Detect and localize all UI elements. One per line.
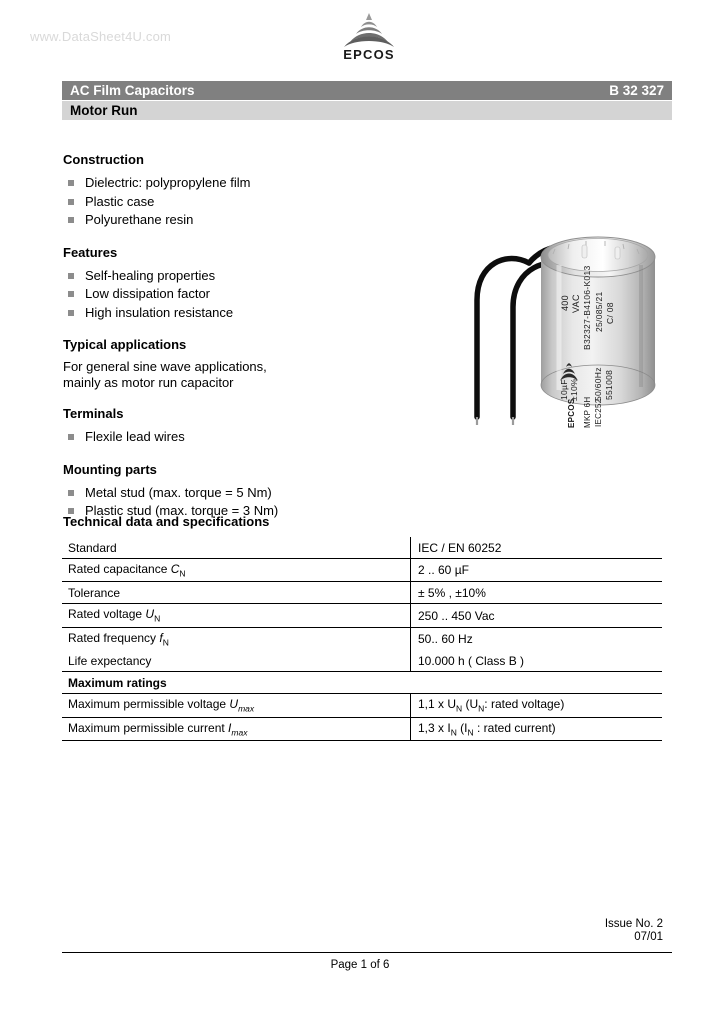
header-banner: [62, 81, 672, 100]
table-row: [62, 537, 662, 559]
list-item: [63, 193, 403, 211]
spec-label-variable: U: [145, 607, 155, 622]
terminals-heading: Terminals: [63, 406, 124, 421]
content-column: [63, 152, 403, 521]
capacitor-label-batch: C/ 08: [605, 302, 615, 324]
spec-value-text: 1,1 x U: [418, 697, 457, 712]
watermark-text: www.DataSheet4U.com: [30, 29, 172, 44]
spacer: [63, 322, 403, 337]
epcos-tree-logo-icon: [341, 12, 397, 48]
capacitor-label-serial: 551008: [604, 369, 614, 400]
spec-label-variable: U: [229, 697, 239, 712]
spec-value-cell: [411, 694, 663, 717]
table-row: [62, 650, 662, 672]
list-item-label: Flexile lead wires: [85, 429, 185, 444]
spec-label-text: Maximum permissible current: [68, 720, 229, 735]
bullet-square-icon: [68, 199, 74, 205]
typical-applications-line1: For general sine wave applications,: [63, 359, 267, 374]
spec-value-cell: [411, 717, 663, 740]
spec-value-subscript: N: [450, 726, 457, 737]
list-item: [63, 174, 403, 192]
table-row: [62, 717, 662, 740]
spec-value-cell: 2 .. 60 µF: [411, 559, 663, 582]
bullet-square-icon: [68, 273, 74, 279]
spec-label-cell: [62, 537, 411, 559]
capacitor-label-tolerance: ±10%: [569, 378, 579, 401]
spec-label-cell: [62, 717, 411, 740]
spec-label-variable: I: [228, 720, 232, 735]
spec-value-note: : rated voltage): [484, 697, 565, 712]
construction-list: [63, 174, 403, 229]
bullet-square-icon: [68, 291, 74, 297]
list-item-label: Metal stud (max. torque = 5 Nm): [85, 484, 272, 500]
list-item-label: Polyurethane resin: [85, 212, 194, 227]
epcos-logo: [337, 12, 401, 64]
list-item-label: Plastic case: [85, 193, 155, 209]
capacitor-label-capacitance: 10µF: [559, 379, 569, 400]
spec-value-cell: 250 .. 450 Vac: [411, 604, 663, 627]
bullet-square-icon: [68, 434, 74, 440]
spec-label-text: Rated frequency: [68, 630, 160, 645]
spec-label-cell: [62, 604, 411, 627]
spec-value-subscript: N: [456, 703, 463, 714]
spec-value-cell: 10.000 h ( Class B ): [411, 650, 663, 672]
spec-label-cell: [62, 559, 411, 582]
page-number: Page 1 of 6: [330, 959, 390, 971]
footer-divider: [62, 952, 672, 953]
capacitor-label-voltage-unit: VAC: [571, 294, 581, 313]
header-banner-title: AC Film Capacitors: [70, 83, 195, 98]
capacitor-label-standard: IEC252: [594, 398, 603, 427]
bullet-square-icon: [68, 217, 74, 223]
spec-value-note-pre: (I: [456, 720, 468, 735]
table-row: [62, 694, 662, 717]
spec-label-text: Rated capacitance: [68, 562, 171, 576]
list-item: [63, 267, 403, 285]
spec-value-cell: 50.. 60 Hz: [418, 631, 473, 646]
spacer: [63, 230, 403, 245]
header-subbanner-title: Motor Run: [70, 103, 138, 118]
list-item: [63, 428, 403, 446]
spec-value-note-subscript: N: [467, 726, 474, 737]
features-heading: Features: [63, 244, 118, 260]
bullet-square-icon: [68, 180, 74, 186]
header-banner-part-number: B 32 327: [609, 83, 664, 98]
spec-label-variable: f: [159, 630, 163, 645]
spec-label-text: Maximum permissible voltage: [68, 697, 230, 712]
list-item-label: Dielectric: polypropylene film: [85, 175, 251, 190]
list-item-label: Self-healing properties: [85, 267, 216, 283]
motor-run-capacitor-photo: [455, 185, 670, 430]
spec-value-text: 1,3 x I: [418, 720, 451, 735]
spacer: [63, 391, 403, 406]
table-group-header-row: [62, 672, 662, 694]
typical-applications-line2: mainly as motor run capacitor: [63, 375, 234, 390]
epcos-wordmark: EPCOS: [343, 47, 395, 62]
list-item-label: Low dissipation factor: [85, 286, 211, 301]
spec-label-subscript: N: [154, 613, 161, 624]
issue-date: 07/01: [634, 931, 663, 943]
spec-label-cell: [62, 650, 411, 672]
header-subbanner: [62, 101, 672, 120]
construction-heading: Construction: [63, 152, 144, 167]
issue-block: [605, 918, 663, 944]
spec-value-note-subscript: N: [478, 703, 485, 714]
list-item: [63, 304, 403, 322]
typical-applications-heading: Typical applications: [63, 337, 187, 352]
list-item: [63, 211, 403, 229]
spec-table: [62, 537, 662, 741]
spec-label-subscript: max: [238, 703, 255, 714]
spec-label-text: Standard: [68, 540, 117, 555]
spec-value-note: : rated current): [473, 720, 556, 735]
features-list: [63, 267, 403, 322]
spec-label-text: Tolerance: [68, 585, 121, 600]
spec-label-text: Rated voltage: [68, 607, 146, 622]
spec-label-text: Life expectancy: [68, 653, 152, 668]
spec-label-variable: C: [170, 562, 180, 576]
issue-number: Issue No. 2: [604, 918, 663, 930]
terminals-list: [63, 428, 403, 446]
mounting-parts-heading: Mounting parts: [63, 461, 157, 477]
spec-value-cell: IEC / EN 60252: [411, 537, 663, 559]
list-item: [63, 484, 403, 502]
capacitor-label-material: MKP 6H: [583, 396, 592, 428]
table-row: [62, 582, 662, 604]
spec-label-cell: [62, 694, 411, 717]
capacitor-label-voltage: 400: [560, 295, 570, 311]
spec-label-cell: [62, 582, 411, 604]
spec-value-note-pre: (U: [462, 697, 479, 712]
bullet-square-icon: [68, 310, 74, 316]
table-row: [62, 559, 662, 582]
capacitor-label-type-code: B32327-B4106-K013: [582, 265, 592, 350]
spec-group-heading: Maximum ratings: [62, 672, 662, 694]
list-item: [63, 285, 403, 303]
bullet-square-icon: [68, 490, 74, 496]
capacitor-label-climatic: 25/085/21: [594, 291, 604, 332]
list-item-label: High insulation resistance: [85, 304, 234, 320]
spec-table-title: Technical data and specifications: [63, 514, 270, 529]
capacitor-label-brand: EPCOS: [567, 398, 576, 428]
list-item-label: Plastic stud (max. torque = 3 Nm): [85, 503, 279, 518]
table-row: [62, 627, 662, 650]
table-row: [62, 604, 662, 627]
spec-label-subscript: max: [231, 726, 248, 737]
spacer: [63, 447, 403, 462]
capacitor-label-frequency: 50/60Hz: [593, 367, 603, 401]
spec-label-subscript: N: [162, 637, 169, 648]
spec-label-subscript: N: [179, 568, 186, 579]
spec-label-cell: [62, 627, 411, 650]
spec-value-cell: ± 5% , ±10%: [411, 582, 663, 604]
